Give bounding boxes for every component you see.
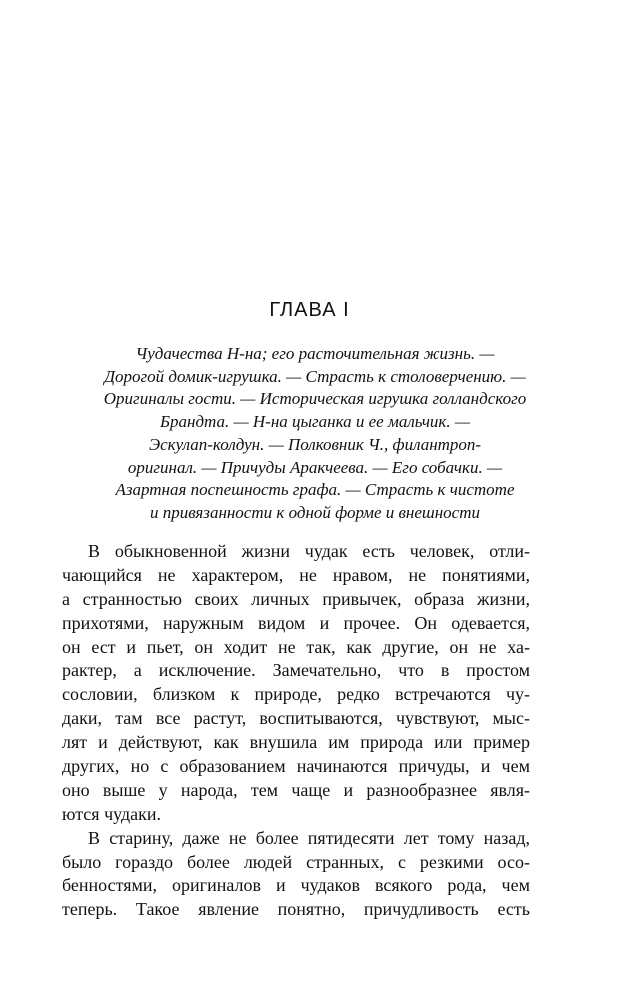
text-line: рактер, а исключение. Замечательно, что в простом [62,660,530,681]
chapter-epigraph [60,343,570,525]
epigraph-line: оригинал. — Причуды Аракчеева. — Его собачки. — [127,457,503,477]
text-line: бенностями, оригиналов и чудаков всякого рода, чем [62,875,530,896]
text-line: других, но с образованием начинаются причуды, и чем [62,756,530,777]
text-line: В обыкновенной жизни чудак есть человек, отли- [88,541,530,561]
text-line: В старину, даже не более пятидесяти лет тому назад, [88,827,530,848]
paragraph-2 [62,827,530,923]
epigraph-line: Оригиналы гости. — Историческая игрушка голландского [103,389,527,409]
epigraph-line: Азартная поспешность графа. — Страсть к чистоте [115,480,515,500]
text-line: оно выше у народа, тем чаще и разнообразнее явля- [62,779,530,800]
paragraph-1 [62,540,530,827]
text-line: теперь. Такое явление понятно, причудливость есть [62,899,530,920]
epigraph-line: и привязанности к одной форме и внешности [150,502,480,522]
text-line: чающийся не характером, не нравом, не понятиями, [62,564,530,585]
text-line: прихотями, наружным видом и прочее. Он одевается, [62,612,530,633]
epigraph-line: Чудачества Н-на; его расточительная жизнь. — [135,344,495,363]
text-line: было гораздо более людей странных, с резкими осо- [62,851,530,872]
body-text [62,540,530,922]
chapter-title: ГЛАВА I [269,299,350,321]
text-line: сословии, близком к природе, редко встречаются чу- [62,684,530,705]
text-line: даки, там все растут, воспитываются, чувствуют, мыс- [62,708,530,729]
epigraph-line: Эскулап-колдун. — Полковник Ч., филантроп- [148,434,482,454]
text-line: лят и действуют, как внушила им природа или пример [62,732,530,753]
text-line: ются чудаки. [62,803,162,824]
epigraph-line: Дорогой домик-игрушка. — Страсть к столоверчению. — [104,366,526,386]
text-line: он ест и пьет, он ходит не так, как другие, он не ха- [62,636,530,657]
text-line: а странностью своих личных привычек, образа жизни, [62,588,530,609]
epigraph-line: Брандта. — Н-на цыганка и ее мальчик. — [159,412,470,432]
